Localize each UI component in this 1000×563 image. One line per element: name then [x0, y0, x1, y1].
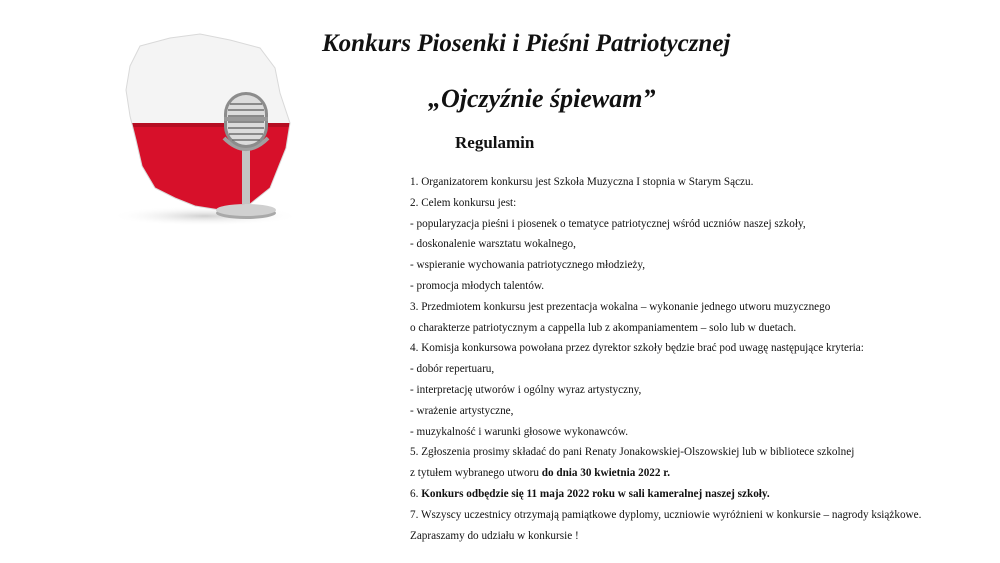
rule-line: 7. Wszyscy uczestnicy otrzymają pamiątkowe dyplomy, uczniowie wyróżnieni w konkursie – nagrody książkowe.	[410, 508, 922, 521]
contest-title: Konkurs Piosenki i Pieśni Patriotycznej	[322, 30, 731, 57]
rule-line: 1. Organizatorem konkursu jest Szkoła Muzyczna I stopnia w Starym Sączu.	[410, 176, 754, 188]
contest-subtitle: „Ojczyźnie śpiewam”	[428, 84, 656, 113]
rule-line: - wspieranie wychowania patriotycznego młodzieży,	[410, 259, 646, 272]
rule-line: 6. Konkurs odbędzie się 11 maja 2022 roku w sali kameralnej naszej szkoły.	[410, 487, 770, 500]
rule-line: - wrażenie artystyczne,	[410, 404, 514, 417]
invitation-line: Zapraszamy do udziału w konkursie !	[410, 529, 579, 542]
regulations-heading: Regulamin	[455, 133, 535, 152]
deadline-text: do dnia 30 kwietnia 2022 r.	[541, 467, 671, 480]
rule-line: - doskonalenie warsztatu wokalnego,	[410, 238, 576, 251]
rule-line: 5. Zgłoszenia prosimy składać do pani Renaty Jonakowskiej-Olszowskiej lub w bibliotece szkolnej	[410, 446, 855, 459]
regulations-list	[410, 172, 970, 546]
poland-flag-map	[100, 28, 310, 228]
rule-line: - promocja młodych talentów.	[410, 279, 545, 292]
rule-line: o charakterze patriotycznym a cappella lub z akompaniamentem – solo lub w duetach.	[410, 321, 797, 334]
event-date-text: Konkurs odbędzie się 11 maja 2022 roku w sali kameralnej naszej szkoły.	[421, 487, 770, 500]
rule-line: z tytułem wybranego utworu do dnia 30 kwietnia 2022 r.	[410, 467, 671, 480]
rule-line: 3. Przedmiotem konkursu jest prezentacja wokalna – wykonanie jednego utworu muzycznego	[410, 300, 831, 313]
rule-line: - popularyzacja pieśni i piosenek o tematyce patriotycznej wśród uczniów naszej szkoły,	[410, 217, 806, 230]
poland-map-microphone-icon	[100, 28, 310, 228]
rule-line: 4. Komisja konkursowa powołana przez dyrektor szkoły będzie brać pod uwagę następujące kryteria:	[410, 342, 864, 355]
rule-line: - muzykalność i warunki głosowe wykonawców.	[410, 425, 629, 438]
rule-line: - dobór repertuaru,	[410, 363, 495, 376]
rule-line: 2. Celem konkursu jest:	[410, 196, 517, 209]
rule-line: - interpretację utworów i ogólny wyraz artystyczny,	[410, 383, 642, 396]
